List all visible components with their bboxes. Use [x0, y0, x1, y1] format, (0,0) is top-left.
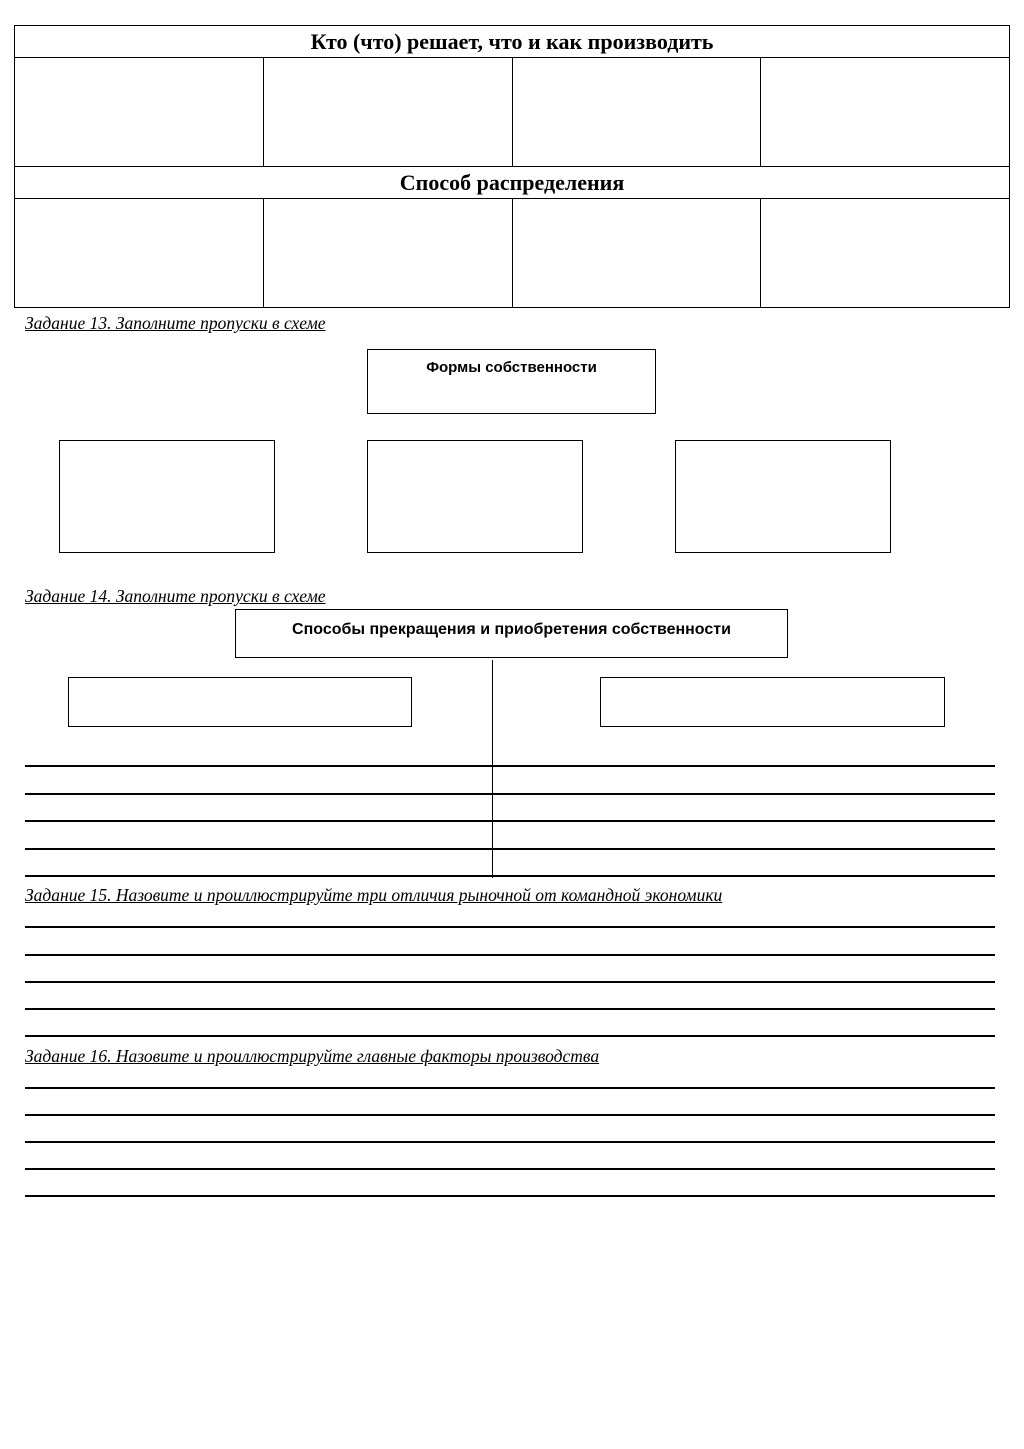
ownership-form-blank-2[interactable]	[367, 440, 583, 553]
table-cell-distribution-4[interactable]	[761, 199, 1010, 308]
ownership-forms-label: Формы собственности	[426, 359, 597, 376]
answer-line[interactable]	[25, 875, 995, 877]
property-methods-box	[235, 609, 788, 658]
answer-line[interactable]	[25, 1087, 995, 1089]
answer-line[interactable]	[25, 848, 995, 850]
task-15-title: Задание 15. Назовите и проиллюстрируйте три отличия рыночной от командной экономики	[25, 885, 723, 905]
ownership-form-blank-3[interactable]	[675, 440, 891, 553]
ownership-forms-box	[367, 349, 656, 414]
answer-line[interactable]	[25, 765, 995, 767]
divider-line	[492, 660, 493, 878]
answer-line[interactable]	[25, 1168, 995, 1170]
answer-line[interactable]	[25, 1195, 995, 1197]
answer-line[interactable]	[25, 981, 995, 983]
economy-systems-table	[14, 25, 1010, 308]
answer-line[interactable]	[25, 954, 995, 956]
answer-line[interactable]	[25, 1114, 995, 1116]
answer-line[interactable]	[25, 793, 995, 795]
answer-line[interactable]	[25, 1141, 995, 1143]
task-14-title: Задание 14. Заполните пропуски в схеме	[25, 586, 326, 606]
table-cell-who-2[interactable]	[263, 58, 512, 167]
ownership-form-blank-1[interactable]	[59, 440, 275, 553]
answer-line[interactable]	[25, 1008, 995, 1010]
table-header-distribution: Способ распределения	[15, 167, 1010, 199]
table-cell-who-4[interactable]	[761, 58, 1010, 167]
acquisition-methods-blank[interactable]	[600, 677, 945, 727]
table-cell-distribution-2[interactable]	[263, 199, 512, 308]
task-16-title: Задание 16. Назовите и проиллюстрируйте главные факторы производства	[25, 1046, 600, 1066]
table-cell-who-1[interactable]	[15, 58, 264, 167]
answer-line[interactable]	[25, 926, 995, 928]
table-cell-who-3[interactable]	[512, 58, 761, 167]
property-methods-label: Способы прекращения и приобретения собственности	[292, 621, 731, 638]
table-cell-distribution-3[interactable]	[512, 199, 761, 308]
table-cell-distribution-1[interactable]	[15, 199, 264, 308]
table-header-who-decides: Кто (что) решает, что и как производить	[15, 26, 1010, 58]
termination-methods-blank[interactable]	[68, 677, 412, 727]
answer-line[interactable]	[25, 1035, 995, 1037]
answer-line[interactable]	[25, 820, 995, 822]
task-13-title: Задание 13. Заполните пропуски в схеме	[25, 313, 326, 333]
